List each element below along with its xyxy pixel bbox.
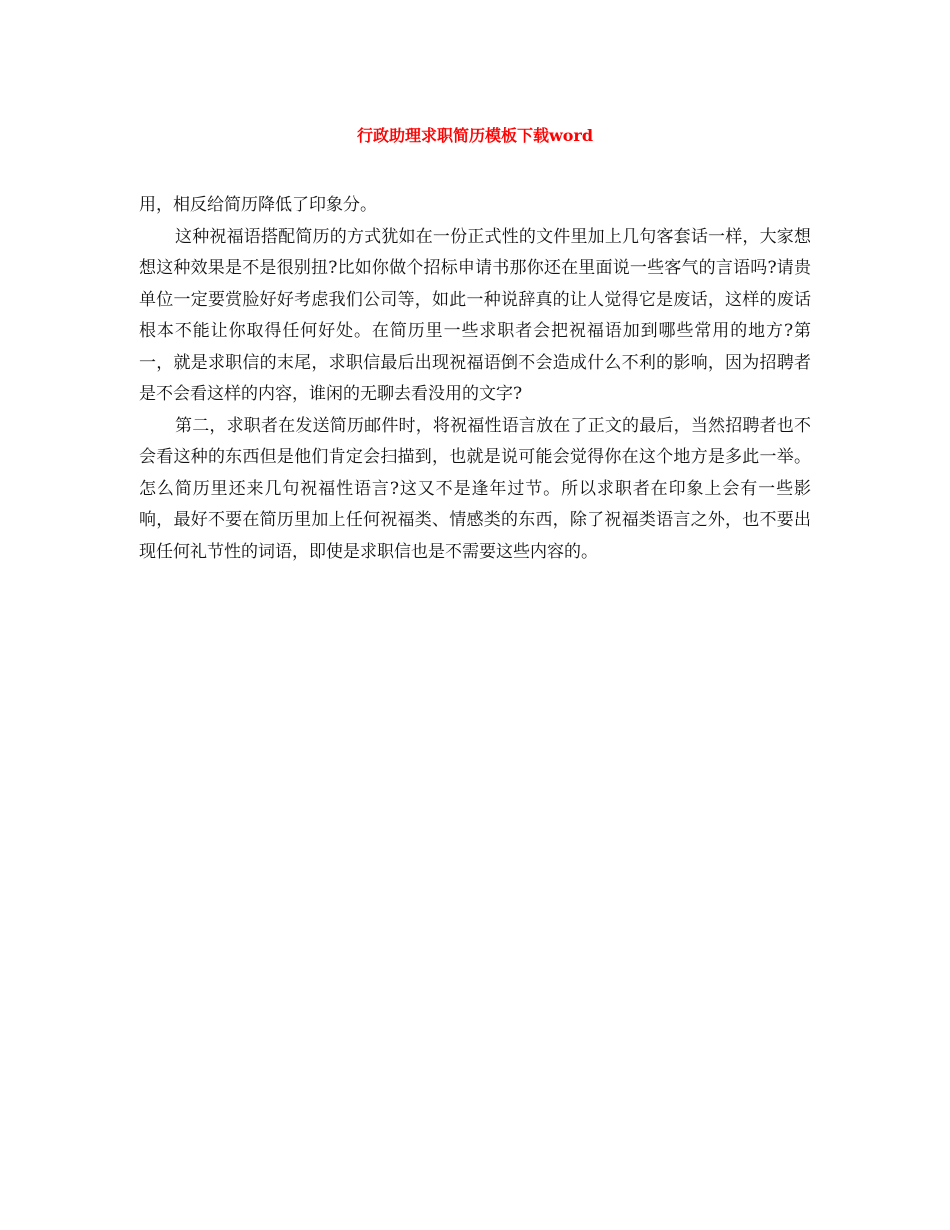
- document-title: 行政助理求职简历模板下载word: [356, 126, 594, 145]
- paragraph-second-point: 第二，求职者在发送简历邮件时，将祝福性语言放在了正文的最后，当然招聘者也不会看这种的东西但是他们肯定会扫描到，也就是说可能会觉得你在这个地方是多此一举。怎么简历里还来几句祝福性语言?这又不是逢年过节。所以求职者在印象上会有一些影响，最好不要在简历里加上任何祝福类、情感类的东西，除了祝福类语言之外，也不要出现任何礼节性的词语，即使是求职信也是不需要这些内容的。: [139, 415, 811, 562]
- paragraph-blessing-style: 这种祝福语搭配简历的方式犹如在一份正式性的文件里加上几句客套话一样，大家想想这种效果是不是很别扭?比如你做个招标申请书那你还在里面说一些客气的言语吗?请贵单位一定要赏脸好好考虑我们公司等，如此一种说辞真的让人觉得它是废话，这样的废话根本不能让你取得任何好处。在简历里一些求职者会把祝福语加到哪些常用的地方?第一，就是求职信的末尾，求职信最后出现祝福语倒不会造成什么不利的影响，因为招聘者是不会看这样的内容，谁闲的无聊去看没用的文字?: [139, 226, 811, 404]
- document-body: [139, 190, 811, 568]
- paragraph-continuation: 用，相反给简历降低了印象分。: [139, 195, 377, 215]
